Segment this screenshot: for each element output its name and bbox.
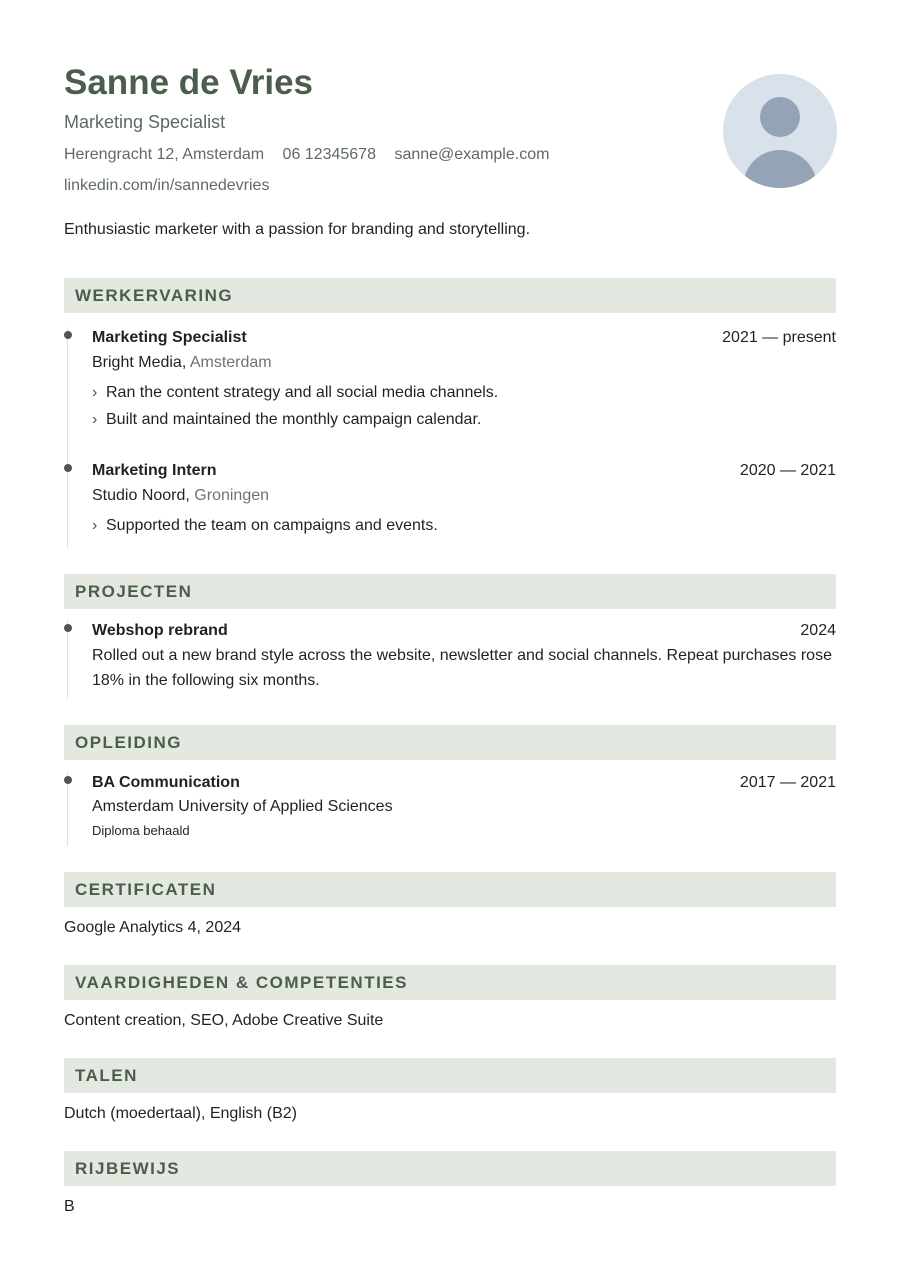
education-school: Amsterdam University of Applied Sciences [92, 798, 393, 815]
section-title-license: RIJBEWIJS [64, 1151, 836, 1186]
education-date: 2017 — 2021 [739, 774, 836, 791]
project-description: Rolled out a new brand style across the website, newsletter and social channels. Repeat purchases rose 18% in the following six months. [92, 647, 832, 689]
candidate-name: Sanne de Vries [64, 63, 314, 102]
job-company-line [92, 352, 836, 374]
avatar-head [760, 97, 800, 137]
projects-list [64, 620, 836, 699]
job-role: Marketing Specialist [92, 329, 247, 346]
contact-email[interactable]: sanne@example.com [394, 146, 550, 163]
project-entry [67, 620, 836, 699]
chevron-right-icon: › [92, 517, 98, 534]
section-title-languages: TALEN [64, 1058, 836, 1093]
bullet-text: Ran the content strategy and all social media channels. [106, 384, 499, 401]
job-company: Bright Media, [92, 354, 187, 371]
section-title-experience: WERKERVARING [64, 278, 836, 313]
section-title-projects: PROJECTEN [64, 574, 836, 609]
profile-summary: Enthusiastic marketer with a passion for branding and storytelling. [64, 221, 531, 238]
section-title-skills: VAARDIGHEDEN & COMPETENTIES [64, 965, 836, 1000]
education-list [64, 772, 836, 846]
bullet-item [92, 409, 836, 431]
job-location: Groningen [194, 487, 270, 504]
project-date: 2024 [800, 622, 836, 639]
certificates-text: Google Analytics 4, 2024 [64, 919, 242, 936]
job-date: 2021 — present [722, 329, 836, 346]
job-bullets [92, 515, 836, 537]
bullet-text: Supported the team on campaigns and events. [106, 517, 438, 534]
bullet-item [92, 515, 836, 537]
section-projects [64, 574, 836, 699]
languages-text: Dutch (moedertaal), English (B2) [64, 1105, 297, 1122]
skills-text: Content creation, SEO, Adobe Creative Suite [64, 1012, 384, 1029]
education-degree: BA Communication [92, 774, 240, 791]
experience-list [64, 327, 836, 548]
chevron-right-icon: › [92, 384, 98, 401]
project-name: Webshop rebrand [92, 622, 228, 639]
person-placeholder-icon [723, 74, 837, 188]
timeline-dot [64, 776, 72, 784]
timeline-dot [64, 331, 72, 339]
license-text: B [64, 1198, 75, 1215]
job-role: Marketing Intern [92, 462, 217, 479]
education-note: Diploma behaald [92, 823, 190, 838]
bullet-item [92, 382, 836, 404]
education-entry [67, 772, 836, 846]
timeline-dot [64, 464, 72, 472]
chevron-right-icon: › [92, 411, 98, 428]
resume-header [64, 62, 836, 197]
candidate-title: Marketing Specialist [64, 112, 226, 132]
job-location: Amsterdam [189, 354, 272, 371]
avatar-body [743, 150, 817, 188]
section-title-certificates: CERTIFICATEN [64, 872, 836, 907]
section-experience [64, 278, 836, 548]
job-bullets [92, 382, 836, 431]
job-company: Studio Noord, [92, 487, 190, 504]
timeline-dot [64, 624, 72, 632]
section-skills [64, 965, 836, 1032]
section-education [64, 725, 836, 846]
section-certificates [64, 872, 836, 939]
bullet-text: Built and maintained the monthly campaign calendar. [106, 411, 482, 428]
job-company-line [92, 485, 836, 507]
contact-linkedin[interactable]: linkedin.com/in/sannedevries [64, 177, 270, 194]
section-license [64, 1151, 836, 1218]
job-date: 2020 — 2021 [739, 462, 836, 479]
contact-phone: 06 12345678 [282, 146, 376, 163]
experience-entry [67, 460, 836, 548]
contact-row [64, 144, 836, 166]
experience-entry [67, 327, 836, 460]
section-languages [64, 1058, 836, 1125]
contact-address: Herengracht 12, Amsterdam [64, 146, 265, 163]
section-title-education: OPLEIDING [64, 725, 836, 760]
